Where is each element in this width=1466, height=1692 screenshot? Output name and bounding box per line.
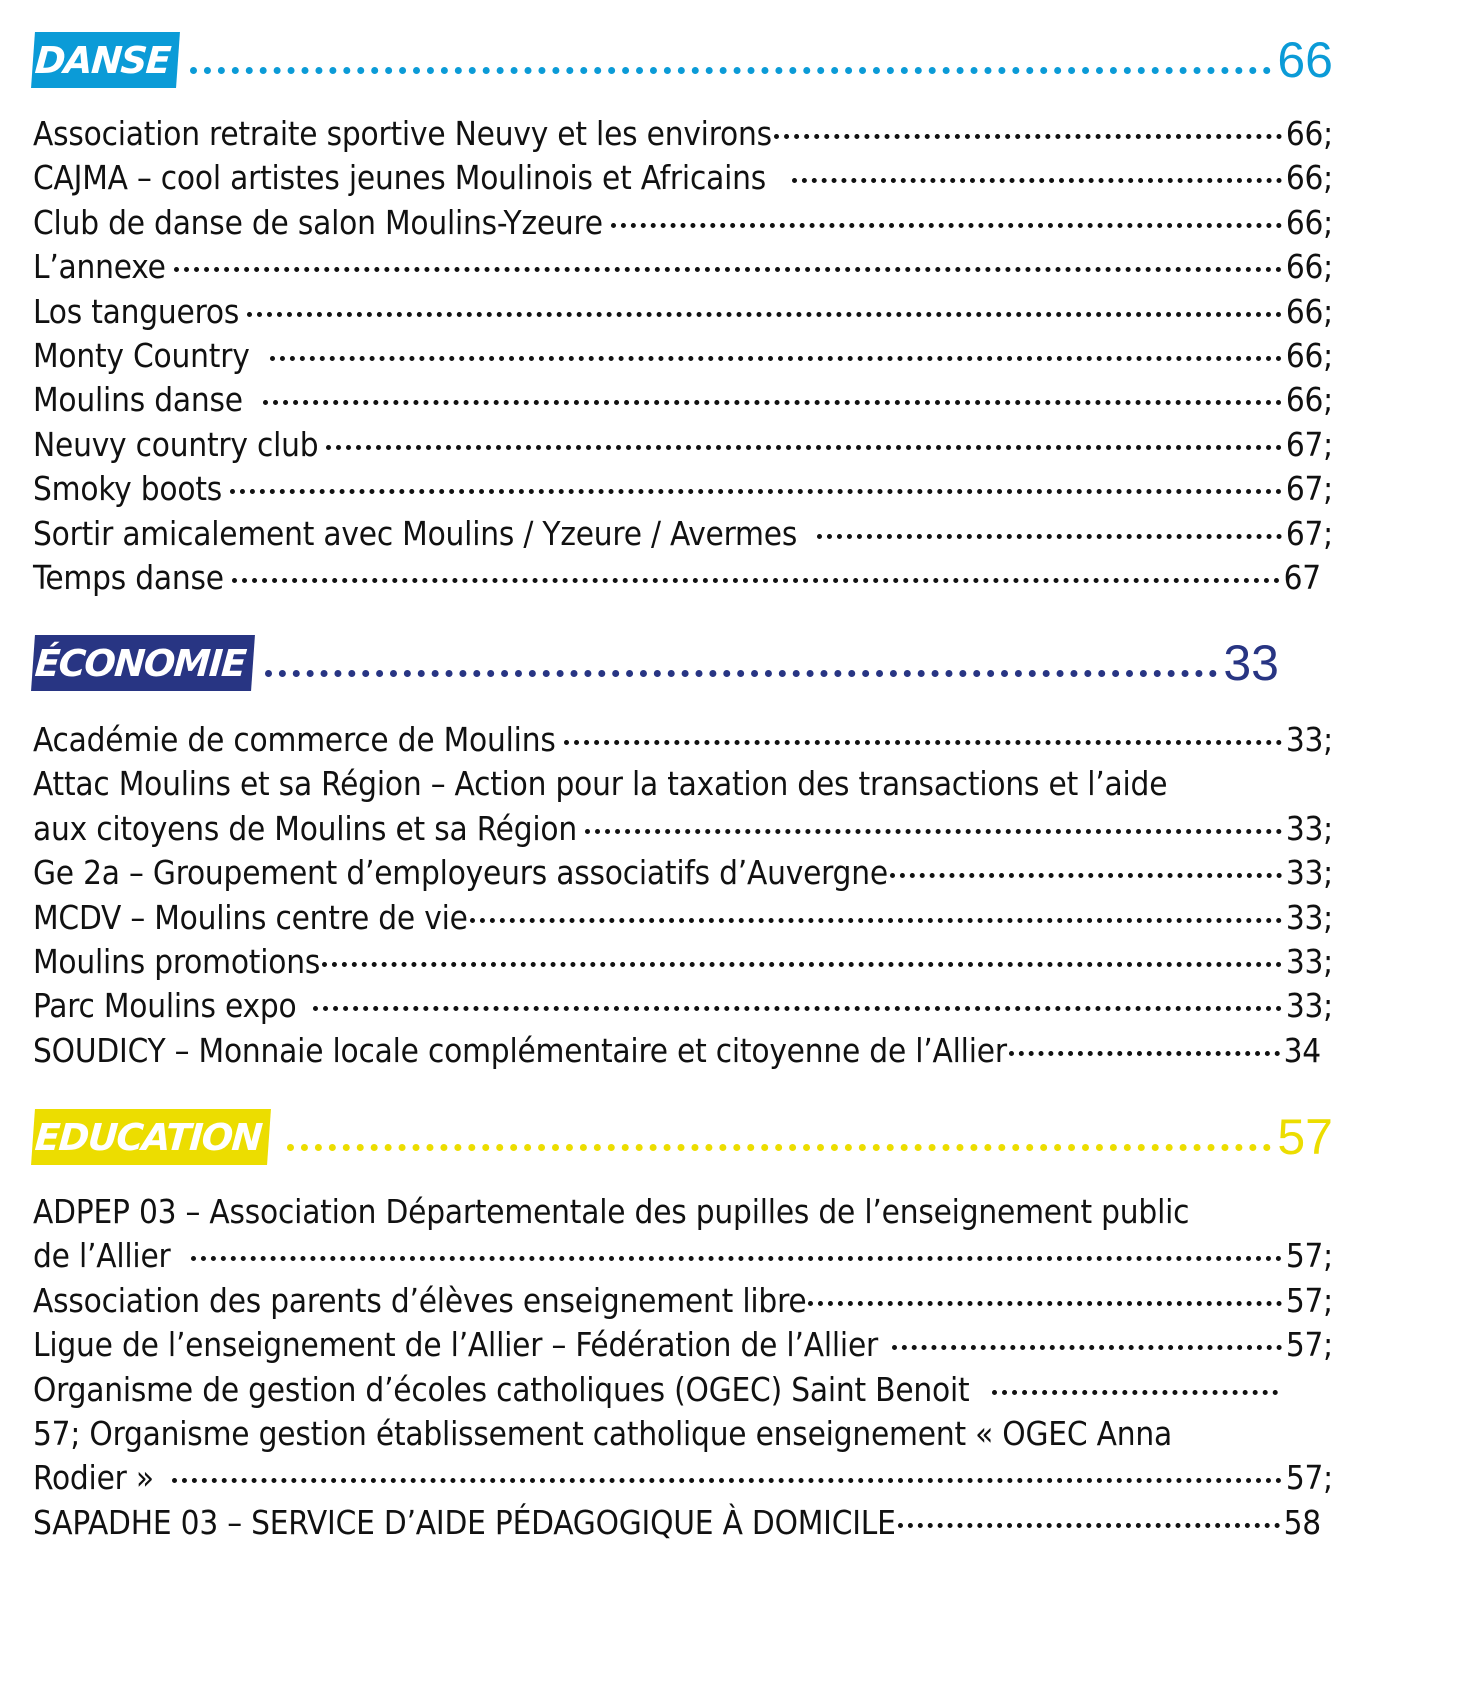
dot-leader xyxy=(774,134,1282,139)
dot-leader xyxy=(1009,1051,1280,1056)
entry-title-line1: 57; Organisme gestion établissement catholique enseignement « OGEC Anna xyxy=(33,1414,1172,1454)
dot-leader xyxy=(313,1006,1282,1011)
entry-page: 34 xyxy=(1283,1030,1321,1070)
dot-leader xyxy=(564,740,1282,745)
entry-page: 66; xyxy=(1285,114,1333,153)
entry-title-line1: Attac Moulins et sa Région – Action pour la taxation des transactions et l’aide xyxy=(33,764,1168,804)
entry-page: 66; xyxy=(1285,158,1333,198)
list-item[interactable] xyxy=(33,112,1333,156)
entry-page: 57; xyxy=(1285,1280,1333,1320)
entry-page: 67; xyxy=(1285,513,1333,553)
dot-leader xyxy=(287,1144,1271,1151)
dot-leader xyxy=(270,356,1282,361)
list-item[interactable] xyxy=(33,290,1333,334)
entry-title: Moulins danse xyxy=(33,380,243,420)
entry-title-line1: ADPEP 03 – Association Départementale des pupilles de l’enseignement public xyxy=(33,1192,1190,1231)
entry-page: 33; xyxy=(1285,986,1333,1026)
list-item[interactable] xyxy=(33,245,1333,289)
section-header-economie xyxy=(33,633,1279,691)
dot-leader xyxy=(808,1301,1281,1306)
list-item[interactable] xyxy=(33,896,1333,940)
entry-page: 67; xyxy=(1285,424,1333,464)
section-header-danse xyxy=(33,30,1333,88)
entry-title: de l’Allier xyxy=(33,1236,171,1276)
list-item[interactable] xyxy=(33,940,1333,984)
list-item[interactable] xyxy=(33,334,1333,378)
entry-page: 66; xyxy=(1285,336,1333,376)
entry-page: 57; xyxy=(1285,1458,1333,1498)
entry-title: Rodier » xyxy=(33,1458,154,1498)
list-item[interactable] xyxy=(33,984,1333,1028)
entry-page: 67 xyxy=(1283,558,1321,598)
dot-leader xyxy=(230,489,1282,494)
entry-title: Sortir amicalement avec Moulins / Yzeure / Avermes xyxy=(33,513,798,553)
list-item[interactable] xyxy=(33,1279,1333,1323)
section-entries-danse xyxy=(33,112,1333,600)
entry-page: 33; xyxy=(1285,897,1333,937)
entry-title: Parc Moulins expo xyxy=(33,986,297,1026)
list-item-line[interactable] xyxy=(33,1190,1333,1234)
list-item-line[interactable] xyxy=(33,762,1333,806)
list-item[interactable] xyxy=(33,1501,1321,1545)
dot-leader xyxy=(190,67,1272,74)
entry-title: Moulins promotions xyxy=(33,942,321,982)
dot-leader xyxy=(247,312,1282,317)
list-item[interactable] xyxy=(33,378,1333,422)
entry-title: MCDV – Moulins centre de vie xyxy=(33,897,468,937)
list-item[interactable] xyxy=(33,807,1333,851)
list-item[interactable] xyxy=(33,423,1333,467)
entry-page: 57; xyxy=(1285,1236,1333,1276)
entry-title: Club de danse de salon Moulins-Yzeure xyxy=(33,202,603,242)
entry-page: 67; xyxy=(1285,469,1333,509)
entry-title: Académie de commerce de Moulins xyxy=(33,720,556,759)
list-item[interactable] xyxy=(33,556,1321,600)
entry-title: Ge 2a – Groupement d’employeurs associatifs d’Auvergne xyxy=(33,853,888,893)
section-page-number: 57 xyxy=(1277,1109,1333,1165)
section-badge: ÉCONOMIE xyxy=(31,635,255,691)
section-badge: EDUCATION xyxy=(31,1109,271,1165)
entry-page: 66; xyxy=(1285,247,1333,287)
entry-title: Monty Country xyxy=(33,336,250,376)
entry-title: Smoky boots xyxy=(33,469,223,509)
dot-leader xyxy=(263,400,1282,405)
list-item[interactable] xyxy=(33,1234,1333,1278)
section-entries-economie xyxy=(33,718,1333,1073)
list-item[interactable] xyxy=(33,718,1333,762)
entry-title: Temps danse xyxy=(33,558,224,598)
dot-leader xyxy=(792,178,1282,183)
entry-page: 66; xyxy=(1285,202,1333,242)
entry-title: Los tangueros xyxy=(33,291,240,331)
list-item[interactable] xyxy=(33,851,1333,895)
entry-title: SAPADHE 03 – SERVICE D’AIDE PÉDAGOGIQUE À DOMICILE xyxy=(33,1502,896,1542)
entry-title: Ligue de l’enseignement de l’Allier – Fédération de l’Allier xyxy=(33,1325,879,1365)
entry-title: L’annexe xyxy=(33,247,166,287)
entry-title: CAJMA – cool artistes jeunes Moulinois et Africains xyxy=(33,158,767,198)
entry-page: 33; xyxy=(1285,808,1333,848)
dot-leader xyxy=(232,578,1280,583)
dot-leader xyxy=(322,962,1282,967)
entry-page: 57; xyxy=(1285,1325,1333,1365)
entry-page: 33; xyxy=(1285,720,1333,759)
section-page-number: 33 xyxy=(1223,635,1279,691)
dot-leader xyxy=(898,1523,1280,1528)
dot-leader xyxy=(191,1256,1282,1261)
section-page-number: 66 xyxy=(1277,32,1333,88)
list-item[interactable] xyxy=(33,467,1333,511)
list-item[interactable] xyxy=(33,1029,1321,1073)
entry-page: 33; xyxy=(1285,853,1333,893)
entry-page: 33; xyxy=(1285,942,1333,982)
section-entries-education xyxy=(33,1190,1333,1545)
entry-page: 58 xyxy=(1283,1502,1321,1542)
list-item[interactable] xyxy=(33,1368,1278,1412)
dot-leader xyxy=(172,1478,1282,1483)
dot-leader xyxy=(265,670,1217,677)
entry-title: Association retraite sportive Neuvy et les environs xyxy=(33,114,772,153)
dot-leader xyxy=(470,918,1282,923)
list-item[interactable] xyxy=(33,1456,1333,1500)
list-item-line[interactable] xyxy=(33,1412,1333,1456)
entry-title: Organisme de gestion d’écoles catholiques (OGEC) Saint Benoit xyxy=(33,1369,970,1409)
dot-leader xyxy=(992,1390,1279,1395)
dot-leader xyxy=(585,829,1282,834)
entry-title: Association des parents d’élèves enseignement libre xyxy=(33,1280,807,1320)
list-item[interactable] xyxy=(33,156,1333,200)
section-header-education xyxy=(33,1107,1333,1165)
dot-leader xyxy=(611,223,1282,228)
list-item[interactable] xyxy=(33,201,1333,245)
dot-leader xyxy=(817,534,1282,539)
entry-page: 66; xyxy=(1285,380,1333,420)
list-item[interactable] xyxy=(33,1323,1333,1367)
entry-title: SOUDICY – Monnaie locale complémentaire et citoyenne de l’Allier xyxy=(33,1030,1007,1070)
entry-title: Neuvy country club xyxy=(33,424,319,464)
entry-page: 66; xyxy=(1285,291,1333,331)
list-item[interactable] xyxy=(33,512,1333,556)
dot-leader xyxy=(326,445,1281,450)
section-badge: DANSE xyxy=(31,32,180,88)
dot-leader xyxy=(892,1345,1282,1350)
entry-title: aux citoyens de Moulins et sa Région xyxy=(33,808,578,848)
dot-leader xyxy=(890,873,1282,878)
dot-leader xyxy=(174,267,1282,272)
